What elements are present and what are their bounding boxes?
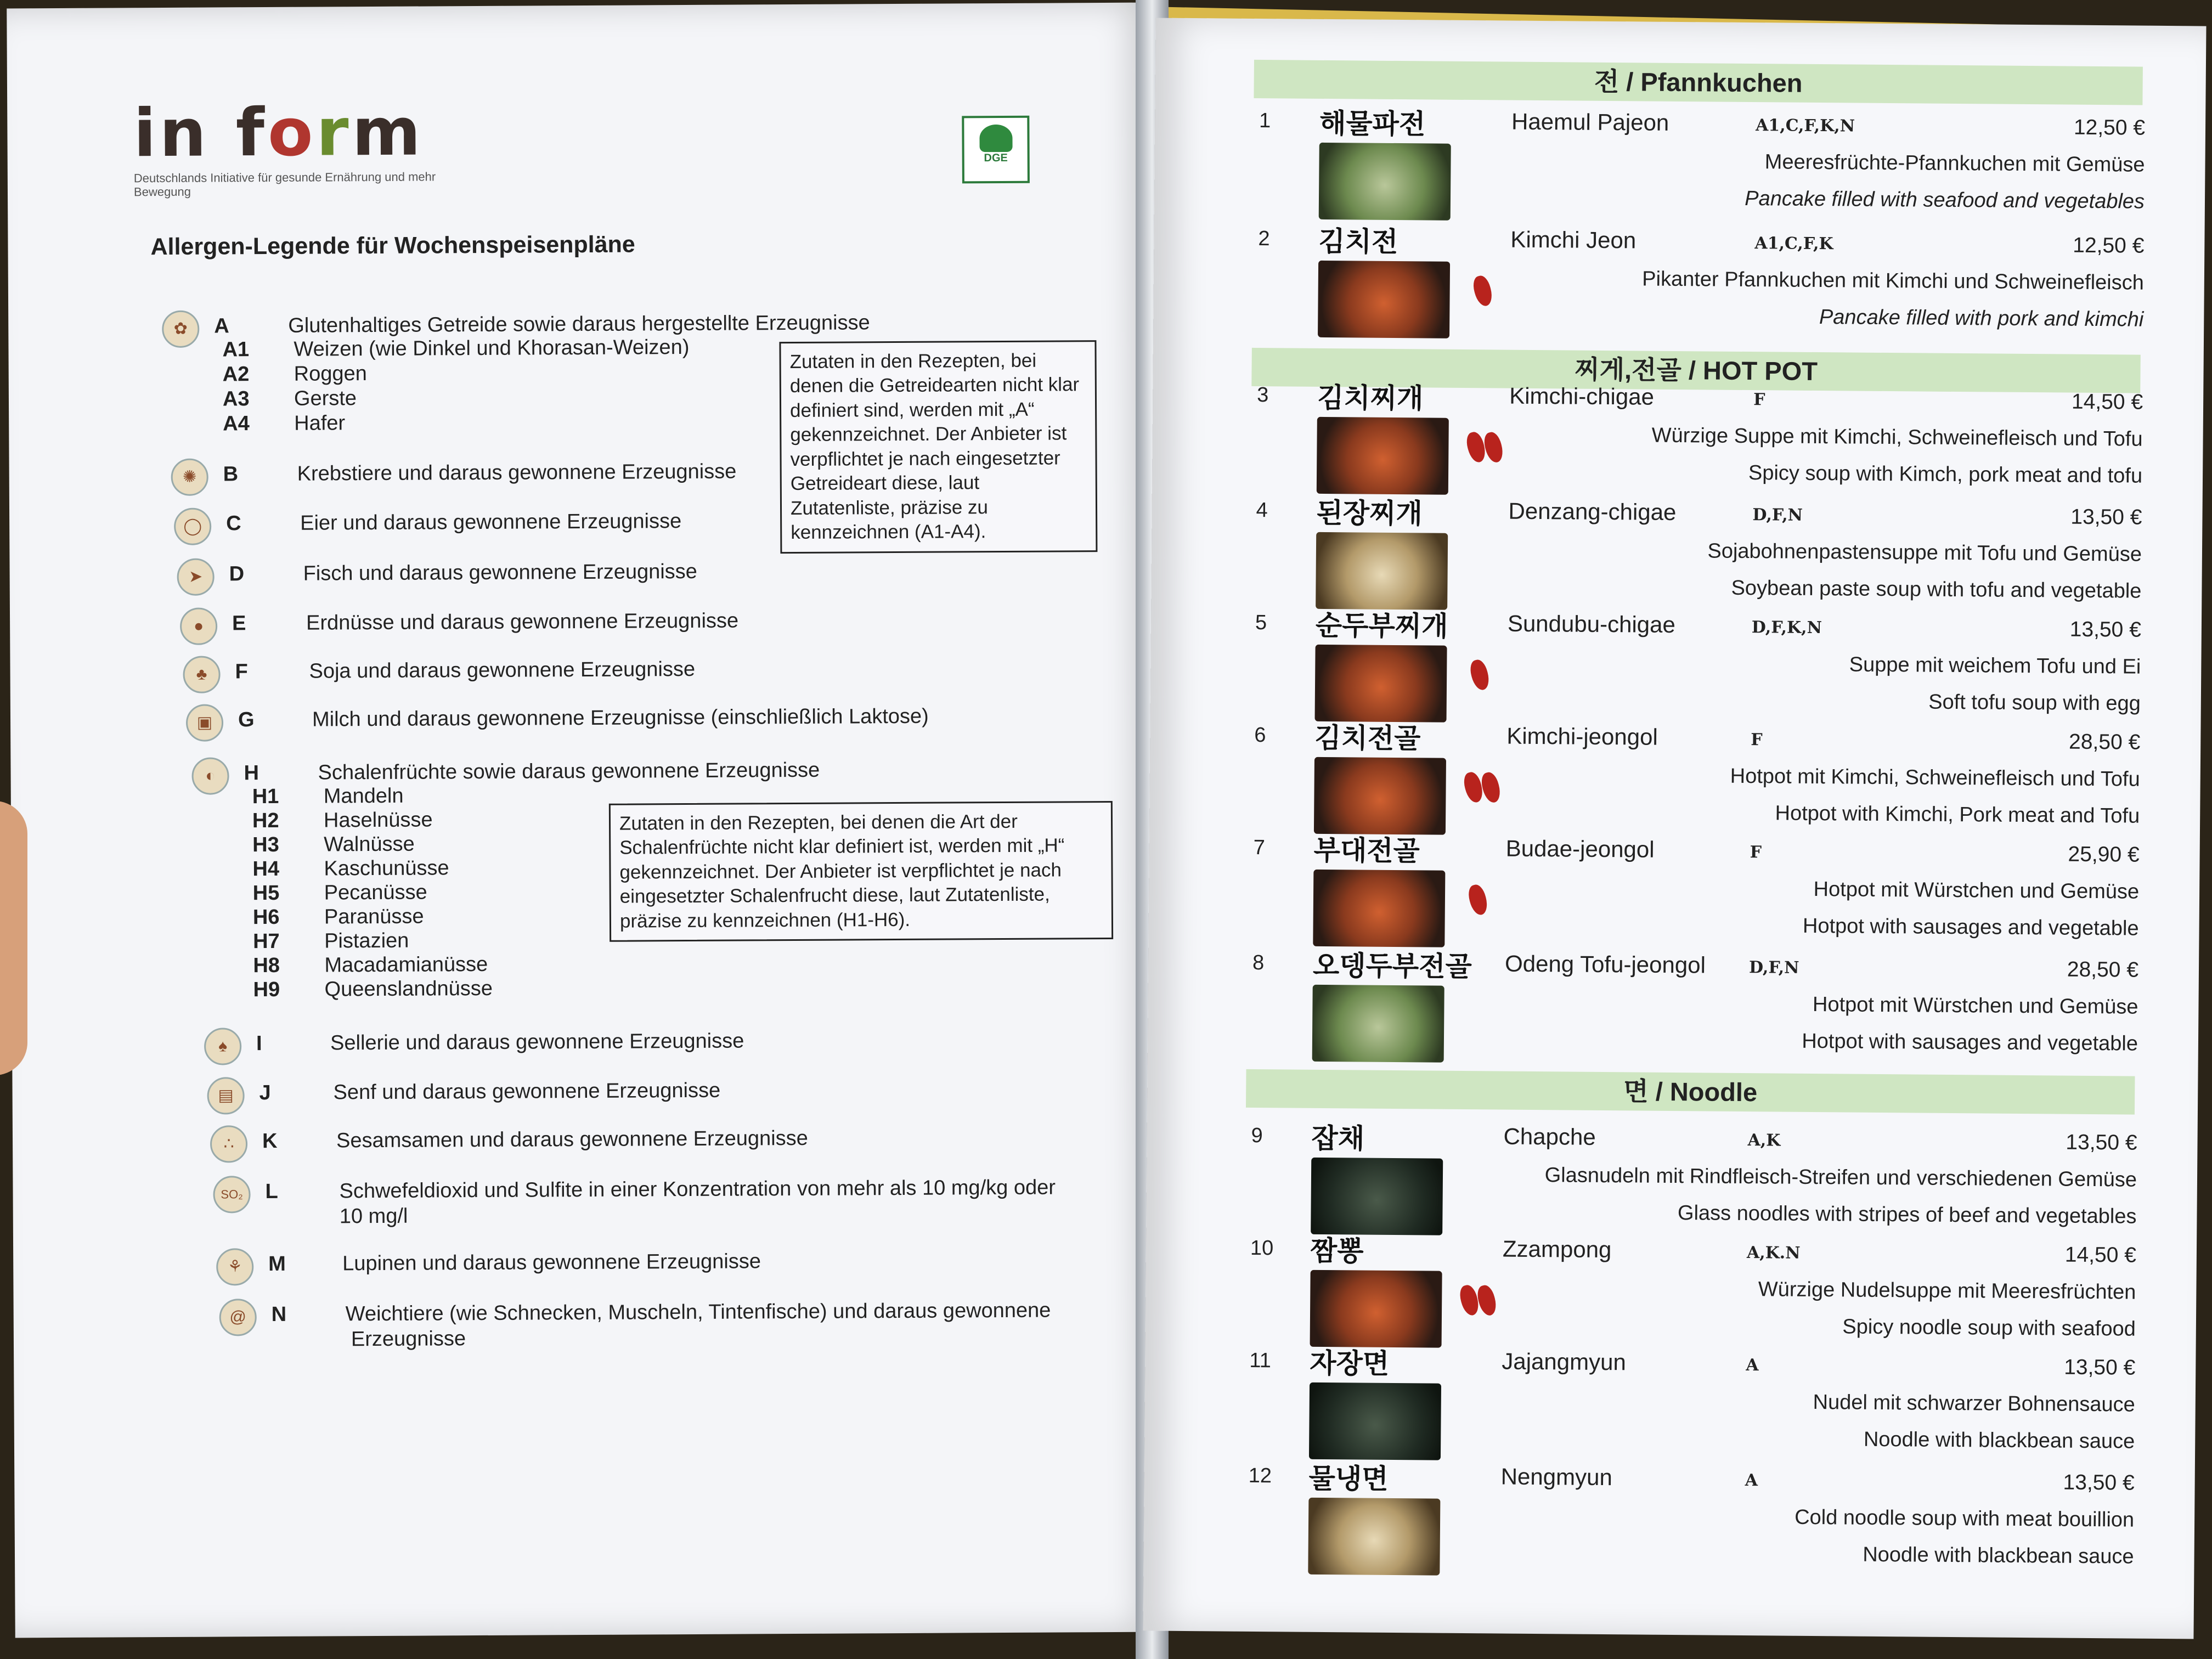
dish-photo (1313, 870, 1445, 947)
dish-number: 9 (1251, 1124, 1263, 1148)
dish-description-en: Hotpot with sausages and vegetable (1802, 914, 2139, 940)
dish-name: Jajangmyun (1502, 1348, 1627, 1375)
peanut-icon: ● (180, 607, 217, 645)
sub-row (253, 905, 424, 930)
dish-allergens: F (1753, 390, 1765, 410)
dish-description-en: Noodle with blackbean sauce (1863, 1543, 2134, 1568)
sub-text: Walnüsse (324, 832, 415, 856)
logo-subtitle: Deutschlands Initiative für gesunde Ernährung und mehr Bewegung (133, 170, 436, 199)
note-a: Zutaten in den Rezepten, bei denen die Getreidearten nicht klar definiert sind, werden mit „A“ gekennzeichnet. Der Anbieter ist verpflichtet je nach eingesetzter Getreideart diese, laut Zutatenliste, präzise zu kennzeichnen (A1-A4). (779, 340, 1097, 554)
dish-photo (1308, 1498, 1440, 1576)
dish-price: 13,50 € (2063, 1470, 2135, 1495)
allergen-text: Fisch und daraus gewonnene Erzeugnisse (303, 560, 697, 585)
allergen-text: Weichtiere (wie Schnecken, Muscheln, Tintenfische) und daraus gewonnene (345, 1299, 1051, 1326)
dish-description-de: Würzige Suppe mit Kimchi, Schweinefleisch und Tofu (1651, 424, 2143, 451)
spicy-chili-icon (1465, 772, 1500, 810)
sub-text: Roggen (294, 362, 367, 386)
allergen-text: Krebstiere und daraus gewonnene Erzeugnisse (297, 460, 737, 486)
allergen-text: Milch und daraus gewonnene Erzeugnisse (einschließlich Laktose) (312, 704, 929, 731)
dish-description-en: Glass noodles with stripes of beef and vegetables (1677, 1201, 2137, 1228)
chili-icon (1479, 770, 1503, 804)
sub-row (253, 881, 427, 906)
sub-text: Pecanüsse (324, 881, 427, 905)
dish-number: 6 (1254, 723, 1266, 747)
dish-korean-name: 오뎅두부전골 (1312, 949, 1472, 983)
spicy-chili-icon (1471, 659, 1489, 697)
spicy-chili-icon (1461, 1285, 1497, 1323)
dish-description-en: Soybean paste soup with tofu and vegetable (1731, 576, 2142, 603)
dish-price: 13,50 € (2070, 505, 2142, 529)
dish-allergens: F (1750, 843, 1762, 862)
dish-photo (1317, 417, 1449, 495)
menu-item (1152, 377, 2204, 495)
sub-code: H2 (252, 809, 279, 833)
menu-page (1143, 18, 2206, 1639)
sub-row (253, 953, 488, 978)
dish-description-de: Würzige Nudelsuppe mit Meeresfrüchten (1758, 1278, 2136, 1304)
allergen-code: B (223, 462, 239, 486)
legend-title: Allergen-Legende für Wochenspeisenpläne (150, 231, 635, 261)
sub-row (222, 336, 689, 362)
chili-icon (1462, 770, 1485, 804)
egg-icon: ◯ (174, 508, 211, 545)
dish-name: Budae-jeongol (1505, 835, 1655, 862)
dish-description-de: Hotpot mit Kimchi, Schweinefleisch und Tofu (1730, 764, 2140, 791)
sub-row (223, 362, 367, 386)
allergen-text: Schalenfrüchte sowie daraus gewonnene Erzeugnisse (318, 758, 820, 785)
spicy-chili-icon (1474, 275, 1492, 313)
dish-number: 7 (1253, 836, 1266, 860)
allergen-code: G (238, 708, 255, 732)
menu-item (1148, 945, 2199, 1063)
dish-korean-name: 물냉면 (1308, 1462, 1389, 1495)
dish-number: 1 (1259, 109, 1271, 133)
fish-icon: ➤ (177, 558, 214, 596)
dish-number: 8 (1252, 951, 1265, 975)
thumb (0, 801, 27, 1075)
menu-item (1153, 221, 2205, 339)
dish-description-de: Sojabohnenpastensuppe mit Tofu und Gemüse (1707, 539, 2142, 566)
sub-code: A4 (223, 412, 250, 436)
sub-text: Gerste (294, 387, 357, 410)
sub-code: H7 (253, 929, 280, 953)
chili-icon (1482, 431, 1505, 465)
section-hot-pot: 찌게,전골 / HOT POT (1251, 348, 2140, 393)
dish-allergens: D,F,N (1748, 958, 1799, 978)
dish-name: Kimchi-jeongol (1506, 723, 1658, 750)
sub-row (252, 833, 415, 857)
dish-name: Odeng Tofu-jeongol (1504, 950, 1706, 978)
sub-row (252, 808, 433, 833)
dish-description-en: Spicy noodle soup with seafood (1842, 1315, 2136, 1341)
sub-text: Haselnüsse (323, 808, 433, 832)
allergen-code: D (229, 562, 245, 586)
lupin-icon: ⚘ (216, 1248, 253, 1285)
allergen-text: Schwefeldioxid und Sulfite in einer Konzentration von mehr als 10 mg/kg oder (339, 1176, 1056, 1203)
dish-name: Kimchi-chigae (1509, 382, 1655, 410)
allergen-text: Soja und daraus gewonnene Erzeugnisse (309, 657, 696, 683)
dish-korean-name: 김치전 (1318, 225, 1398, 258)
dish-photo (1312, 985, 1444, 1063)
dish-photo (1315, 645, 1447, 723)
dish-photo (1309, 1383, 1441, 1460)
sub-code: A1 (222, 338, 250, 362)
dish-name: Zzampong (1502, 1235, 1612, 1263)
dish-description-en: Hotpot with Kimchi, Pork meat and Tofu (1775, 802, 2140, 828)
dish-description-en: Soft tofu soup with egg (1928, 690, 2141, 715)
allergen-legend-page (7, 3, 1162, 1638)
allergen-code: E (232, 612, 246, 635)
dish-allergens: A,K.N (1746, 1243, 1801, 1263)
soy-icon: ♣ (183, 656, 220, 693)
dish-korean-name: 김치전골 (1314, 721, 1421, 755)
allergen-text: Erdnüsse und daraus gewonnene Erzeugnisse (306, 609, 739, 635)
dish-allergens: A1,C,F,K,N (1755, 116, 1855, 136)
dish-name: Nengmyun (1500, 1463, 1613, 1491)
mustard-icon: ▤ (207, 1077, 244, 1114)
celery-icon: ♠ (204, 1028, 241, 1065)
dish-price: 14,50 € (2071, 390, 2143, 414)
sub-code: H3 (252, 833, 279, 857)
chili-icon (1466, 883, 1489, 917)
sub-row (223, 387, 357, 411)
dish-number: 3 (1257, 383, 1269, 407)
dish-price: 12,50 € (2073, 115, 2146, 140)
dish-description-de: Hotpot mit Würstchen und Gemüse (1813, 877, 2140, 904)
sub-row (253, 929, 409, 953)
dge-logo (962, 116, 1030, 184)
allergen-text: Sellerie und daraus gewonnene Erzeugnisse (330, 1029, 744, 1055)
menu-item (1150, 605, 2202, 723)
sub-row (253, 977, 493, 1002)
in-form-logo (133, 94, 441, 199)
sub-text: Weizen (wie Dinkel und Khorasan-Weizen) (294, 335, 690, 361)
chili-icon (1464, 430, 1488, 464)
chili-icon (1475, 1283, 1499, 1317)
dish-korean-name: 해물파전 (1319, 107, 1426, 140)
dish-price: 14,50 € (2064, 1243, 2137, 1267)
logo-word: in form (133, 94, 425, 172)
dish-allergens: D,F,K,N (1751, 618, 1822, 638)
dish-allergens: A (1745, 1471, 1758, 1491)
allergen-code: K (262, 1129, 278, 1153)
dish-description-en: Noodle with blackbean sauce (1863, 1427, 2135, 1453)
milk-icon: ▣ (186, 704, 223, 741)
spicy-chili-icon (1470, 884, 1488, 922)
sub-text: Queenslandnüsse (324, 977, 493, 1001)
dish-name: Kimchi Jeon (1510, 226, 1637, 253)
dish-photo (1311, 1158, 1443, 1235)
dish-description-de: Glasnudeln mit Rindfleisch-Streifen und verschiedenen Gemüse (1544, 1164, 2137, 1192)
dge-leaf-icon (979, 125, 1012, 152)
dish-photo (1314, 757, 1446, 835)
dish-price: 28,50 € (2067, 957, 2139, 982)
dish-name: Chapche (1503, 1123, 1596, 1150)
menu-item (1146, 1230, 2197, 1348)
menu-item (1154, 103, 2206, 221)
dish-korean-name: 김치찌개 (1317, 381, 1424, 415)
allergen-code: F (235, 660, 248, 684)
sub-row (252, 785, 404, 809)
section-pfannkuchen: 전 / Pfannkuchen (1254, 60, 2142, 105)
spicy-chili-icon (1468, 432, 1503, 470)
dish-korean-name: 부대전골 (1313, 834, 1420, 867)
allergen-code: C (226, 512, 241, 535)
dish-korean-name: 된장찌개 (1316, 496, 1423, 530)
dish-description-en: Pancake filled with pork and kimchi (1819, 306, 2144, 331)
dish-description-de: Suppe mit weichem Tofu und Ei (1849, 653, 2141, 679)
menu-item (1143, 1458, 2195, 1576)
dish-photo (1318, 261, 1450, 338)
dish-photo (1310, 1270, 1442, 1348)
dish-number: 2 (1258, 227, 1270, 251)
menu-item (1144, 1342, 2196, 1460)
dish-allergens: D,F,N (1752, 505, 1803, 525)
wheat-icon: ✿ (162, 311, 199, 348)
sub-text: Pistazien (324, 929, 409, 953)
allergen-code: H (244, 761, 259, 785)
dish-korean-name: 잡채 (1311, 1122, 1365, 1155)
dge-label: DGE (984, 151, 1008, 165)
sub-text: Hafer (294, 411, 346, 435)
chili-icon (1458, 1283, 1481, 1317)
dish-name: Denzang-chigae (1508, 498, 1677, 526)
allergen-code: M (268, 1252, 286, 1276)
sub-code: H9 (253, 978, 280, 1002)
menu-item (1151, 492, 2203, 610)
dish-description-de: Pikanter Pfannkuchen mit Kimchi und Schweinefleisch (1642, 267, 2145, 295)
dish-description-de: Hotpot mit Würstchen und Gemüse (1812, 992, 2138, 1019)
allergen-code: N (271, 1302, 287, 1326)
allergen-code: I (256, 1032, 262, 1056)
allergen-text: Glutenhaltiges Getreide sowie daraus hergestellte Erzeugnisse (288, 311, 870, 337)
sub-text: Mandeln (323, 784, 404, 808)
dish-price: 25,90 € (2068, 842, 2140, 867)
sub-text: Kaschunüsse (324, 856, 449, 881)
allergen-text: Lupinen und daraus gewonnene Erzeugnisse (342, 1250, 761, 1276)
dish-price: 13,50 € (2064, 1355, 2136, 1380)
sub-code: H1 (252, 785, 279, 809)
allergen-code: J (259, 1081, 271, 1105)
allergen-code: L (265, 1180, 278, 1204)
chili-icon (1471, 274, 1494, 308)
dish-price: 12,50 € (2073, 233, 2145, 258)
dish-allergens: A,K (1747, 1131, 1781, 1150)
section-noodle: 면 / Noodle (1246, 1069, 2135, 1115)
allergen-text: Eier und daraus gewonnene Erzeugnisse (300, 510, 682, 535)
dish-price: 28,50 € (2068, 730, 2141, 754)
chili-icon (1468, 658, 1492, 692)
sub-code: H6 (252, 905, 280, 929)
dish-korean-name: 순두부찌개 (1315, 609, 1448, 642)
sub-code: A3 (222, 387, 250, 411)
sub-code: H8 (253, 953, 280, 978)
dish-korean-name: 자장면 (1310, 1347, 1390, 1380)
allergen-text: Senf und daraus gewonnene Erzeugnisse (333, 1079, 721, 1104)
so2-icon: SO₂ (213, 1176, 250, 1213)
crab-icon: ✺ (171, 459, 208, 496)
sub-code: A2 (222, 363, 250, 386)
dish-allergens: A (1746, 1356, 1759, 1375)
dish-price: 13,50 € (2069, 617, 2142, 642)
allergen-text-cont: 10 mg/l (339, 1204, 408, 1228)
dish-description-de: Meeresfrüchte-Pfannkuchen mit Gemüse (1764, 150, 2145, 177)
dish-number: 11 (1249, 1348, 1271, 1373)
dish-description-en: Spicy soup with Kimch, pork meat and tofu (1748, 461, 2143, 488)
nut-icon: ◐ (191, 757, 229, 794)
dish-price: 13,50 € (2066, 1130, 2137, 1155)
dish-description-en: Hotpot with sausages and vegetable (1802, 1029, 2138, 1056)
allergen-text: Sesamsamen und daraus gewonnene Erzeugnisse (336, 1126, 808, 1153)
dish-korean-name: 짬뽕 (1310, 1234, 1364, 1267)
dish-allergens: F (1751, 730, 1763, 750)
dish-number: 10 (1250, 1236, 1274, 1260)
sesame-icon: ∴ (210, 1125, 247, 1163)
sub-code: H5 (252, 881, 280, 905)
sub-text: Macadamianüsse (324, 952, 488, 977)
dish-description-en: Pancake filled with seafood and vegetables (1745, 187, 2145, 213)
snail-icon: @ (219, 1299, 257, 1336)
dish-photo (1316, 532, 1448, 610)
sub-row (252, 856, 449, 881)
dish-number: 5 (1255, 611, 1267, 635)
dish-description-de: Nudel mit schwarzer Bohnensauce (1813, 1391, 2135, 1417)
dish-name: Sundubu-chigae (1507, 610, 1676, 637)
sub-text: Paranüsse (324, 905, 424, 929)
allergen-text-cont: Erzeugnisse (351, 1327, 466, 1351)
dish-name: Haemul Pajeon (1511, 108, 1669, 136)
menu-item (1148, 830, 2200, 947)
dish-allergens: A1,C,F,K (1754, 234, 1833, 254)
sub-row (223, 411, 345, 436)
allergen-code: A (214, 314, 229, 338)
dish-number: 12 (1248, 1464, 1272, 1488)
dish-photo (1319, 143, 1451, 221)
menu-item (1149, 717, 2201, 835)
menu-item (1146, 1118, 2198, 1235)
sub-code: H4 (252, 857, 280, 881)
dish-description-de: Cold noodle soup with meat bouillion (1795, 1505, 2135, 1532)
note-h: Zutaten in den Rezepten, bei denen die Art der Schalenfrüchte nicht klar definiert ist, werden mit „H“ gekennzeichnet. Der Anbieter ist verpflichtet je nach eingesetzter Schalenfrucht diese, laut Zutatenliste, präzise zu kennzeichnen (H1-H6). (609, 801, 1113, 942)
dish-number: 4 (1256, 498, 1268, 522)
